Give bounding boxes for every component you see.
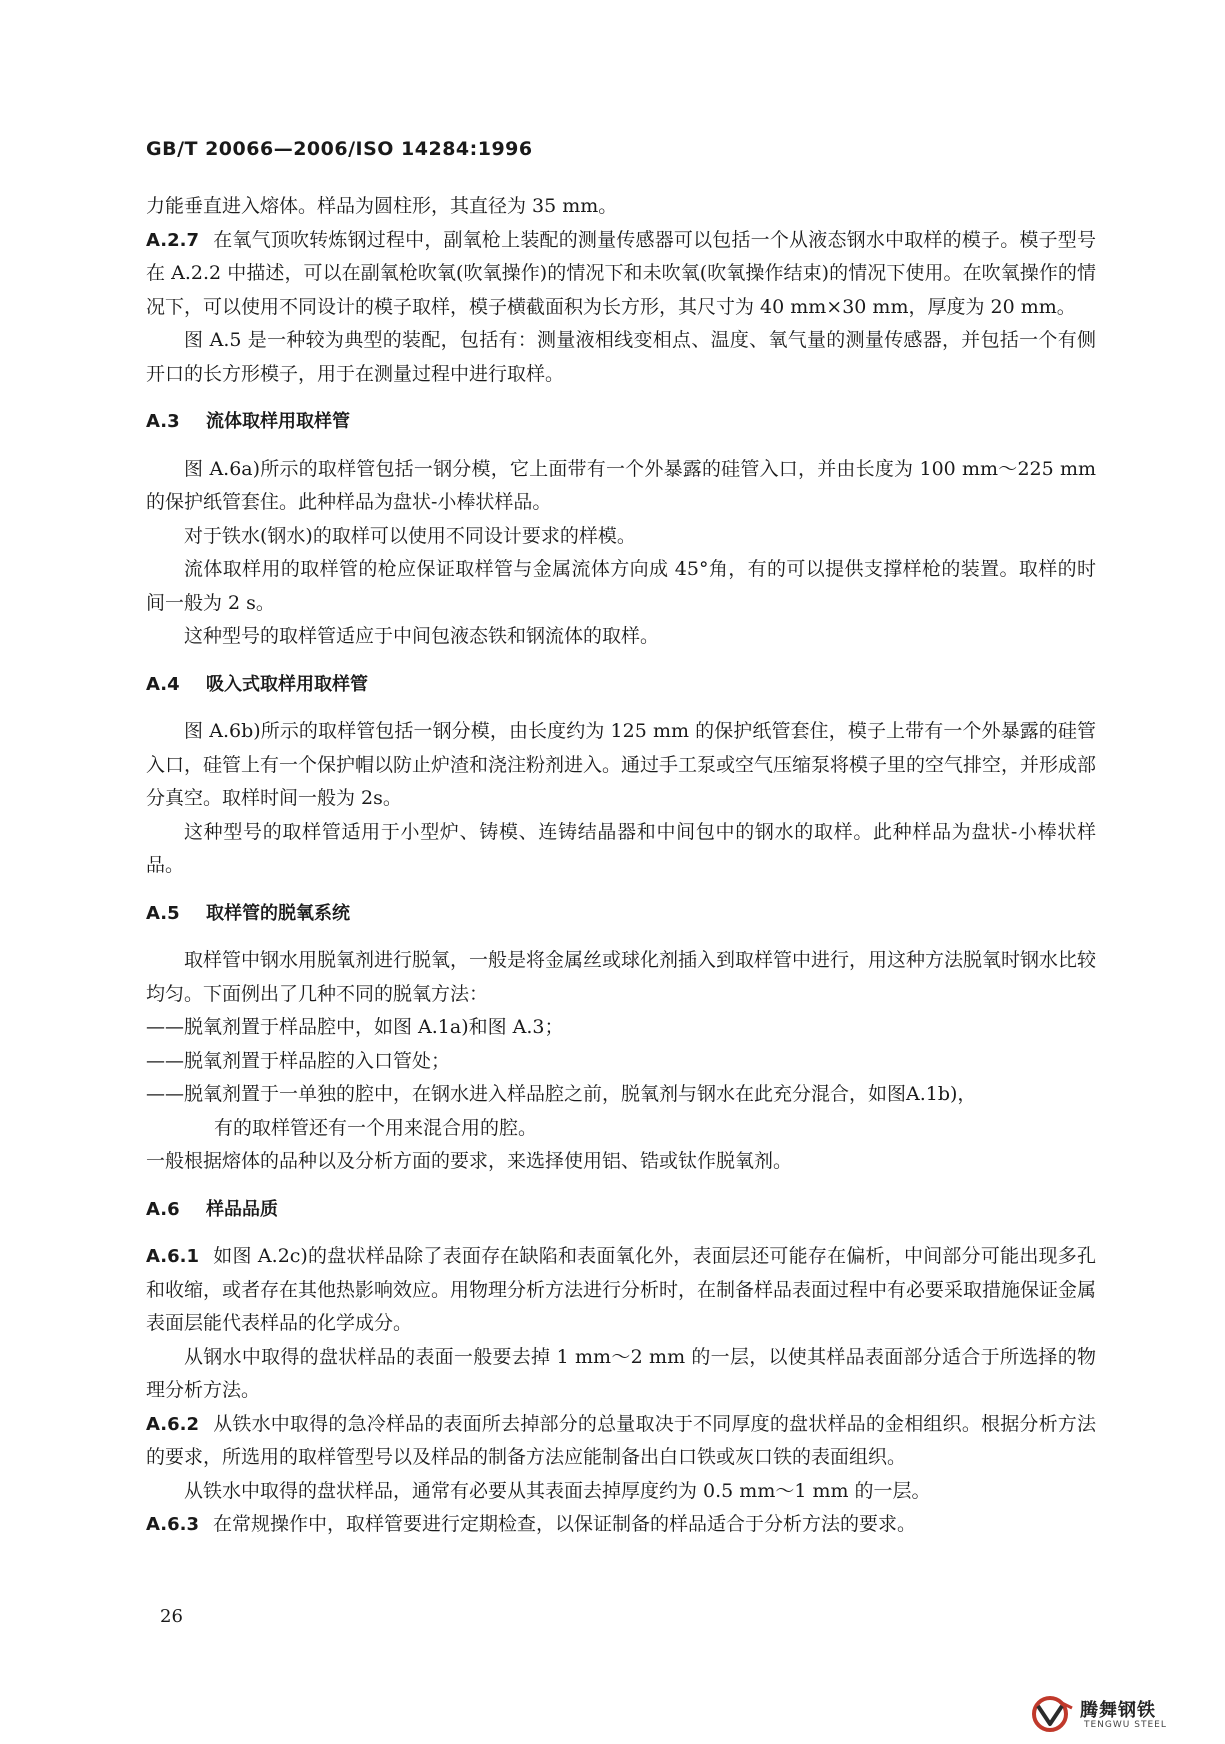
section-title: 流体取样用取样管 [206, 411, 350, 432]
paragraph: 力能垂直进入熔体。样品为圆柱形，其直径为 35 mm。 [146, 195, 618, 217]
clause-a-6-3 [146, 1508, 1096, 1542]
tengwu-logo-icon [1030, 1694, 1076, 1734]
clause-number: A.6.3 [146, 1514, 199, 1535]
clause-number: A.6.1 [146, 1246, 199, 1267]
section-number: A.4 [146, 673, 180, 695]
page-number: 26 [160, 1606, 183, 1627]
paragraph: 这种型号的取样管适应于中间包液态铁和钢流体的取样。 [184, 625, 660, 647]
list-item: ——脱氧剂置于样品腔的入口管处； [146, 1049, 451, 1072]
section-heading-a5 [146, 897, 1096, 931]
paragraph: 这种型号的取样管适用于小型炉、铸模、连铸结晶器和中间包中的钢水的取样。此种样品为盘状-小棒状样品。 [146, 820, 1096, 876]
paragraph: 一般根据熔体的品种以及分析方面的要求，来选择使用铝、锆或钛作脱氧剂。 [146, 1150, 793, 1172]
section-number: A.6 [146, 1198, 180, 1220]
section-title: 取样管的脱氧系统 [206, 902, 350, 924]
paragraph: 流体取样用的取样管的枪应保证取样管与金属流体方向成 45°角，有的可以提供支撑样枪的装置。取样的时间一般为 2 s。 [146, 558, 1096, 614]
section-title: 样品品质 [206, 1198, 278, 1220]
paragraph: 图 A.6a)所示的取样管包括一钢分模，它上面带有一个外暴露的硅管入口，并由长度为 100 mm～225 mm 的保护纸管套住。此种样品为盘状-小棒状样品。 [146, 457, 1096, 513]
paragraph: 图 A.5 是一种较为典型的装配，包括有：测量液相线变相点、温度、氧气量的测量传感器，并包括一个有侧开口的长方形模子，用于在测量过程中进行取样。 [146, 329, 1096, 385]
standard-header: GB/T 20066—2006/ISO 14284:1996 [146, 138, 533, 160]
paragraph: 从钢水中取得的盘状样品的表面一般要去掉 1 mm～2 mm 的一层，以使其样品表面部分适合于所选择的物理分析方法。 [146, 1345, 1096, 1401]
watermark-logo [1030, 1690, 1220, 1740]
section-heading-a4 [146, 668, 1096, 702]
clause-number: A.6.2 [146, 1413, 199, 1435]
section-heading-a3 [146, 405, 1096, 439]
paragraph: 图 A.6b)所示的取样管包括一钢分模，由长度约为 125 mm 的保护纸管套住，模子上带有一个外暴露的硅管入口，硅管上有一个保护帽以防止炉渣和浇注粉剂进入。通过手工泵或空气压缩泵将模子里的空气排空，并形成部分真空。取样时间一般为 2s。 [146, 720, 1097, 809]
clause-a-6-1 [146, 1240, 1096, 1341]
section-heading-a6 [146, 1193, 1096, 1227]
section-number: A.3 [146, 411, 180, 432]
clause-text: 在常规操作中，取样管要进行定期检查，以保证制备的样品适合于分析方法的要求。 [213, 1513, 917, 1535]
paragraph: 取样管中钢水用脱氧剂进行脱氧，一般是将金属丝或球化剂插入到取样管中进行，用这种方法脱氧时钢水比较均匀。下面例出了几种不同的脱氧方法： [146, 949, 1097, 1005]
paragraph: 从铁水中取得的盘状样品，通常有必要从其表面去掉厚度约为 0.5 mm～1 mm 的一层。 [184, 1479, 931, 1502]
clause-text: 从铁水中取得的急冷样品的表面所去掉部分的总量取决于不同厚度的盘状样品的金相组织。根据分析方法的要求，所选用的取样管型号以及样品的制备方法应能制备出白口铁或灰口铁的表面组织。 [146, 1412, 1096, 1468]
section-title: 吸入式取样用取样管 [206, 673, 368, 695]
clause-text: 在氧气顶吹转炼钢过程中，副氧枪上装配的测量传感器可以包括一个从液态钢水中取样的模子。模子型号在 A.2.2 中描述，可以在副氧枪吹氧(吹氧操作)的情况下和未吹氧(吹氧操作结束)的情况下使用。在吹氧操作的情况下，可以使用不同设计的模子取样，模子横截面积为长方形，其尺寸为 40 mm×30 mm，厚度为 20 mm。 [146, 228, 1096, 318]
clause-a-6-2 [146, 1408, 1096, 1475]
list-item-continuation: 有的取样管还有一个用来混合用的腔。 [214, 1116, 538, 1139]
list-item: ——脱氧剂置于一单独的腔中，在钢水进入样品腔之前，脱氧剂与钢水在此充分混合，如图A.1b)， [146, 1083, 977, 1105]
clause-text: 如图 A.2c)的盘状样品除了表面存在缺陷和表面氧化外，表面层还可能存在偏析，中间部分可能出现多孔和收缩，或者存在其他热影响效应。用物理分析方法进行分析时，在制备样品表面过程中有必要采取措施保证金属表面层能代表样品的化学成分。 [146, 1245, 1097, 1334]
list-item: ——脱氧剂置于样品腔中，如图 A.1a)和图 A.3； [146, 1016, 564, 1038]
watermark-text-cn: 腾舞钢铁 [1080, 1700, 1156, 1721]
paragraph: 对于铁水(钢水)的取样可以使用不同设计要求的样模。 [184, 524, 636, 547]
section-number: A.5 [146, 902, 180, 924]
clause-number: A.2.7 [146, 229, 199, 251]
document-body [146, 190, 1096, 1542]
clause-a-2-7 [146, 224, 1096, 325]
watermark-text-en: TENGWU STEEL [1084, 1720, 1167, 1730]
